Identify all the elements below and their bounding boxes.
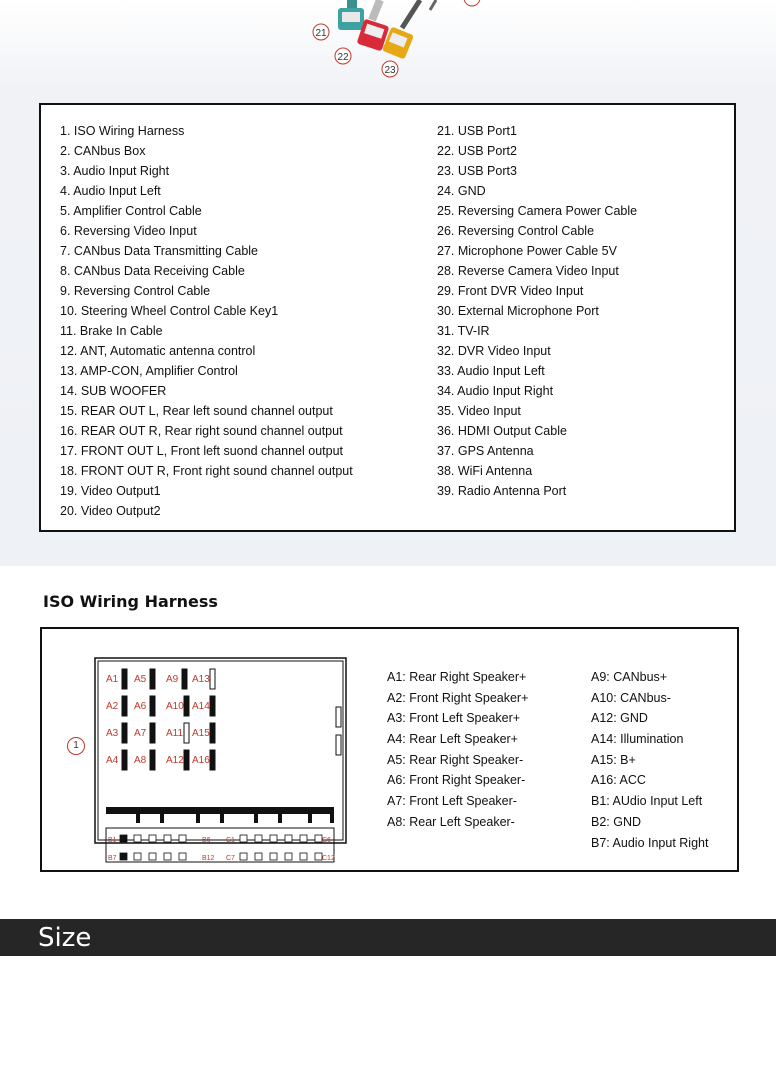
pin-socket — [164, 835, 171, 842]
pin-label: A13 — [192, 674, 210, 685]
pin-item: A5: Rear Right Speaker- — [387, 752, 524, 767]
pin-item: A10: CANbus- — [591, 690, 671, 705]
legend-item: 10. Steering Wheel Control Cable Key1 — [60, 304, 279, 318]
row-label: B7 — [108, 855, 117, 862]
pin-socket — [179, 853, 186, 860]
callout-21: 21 — [315, 28, 327, 39]
legend-item: 8. CANbus Data Receiving Cable — [60, 264, 245, 278]
legend-item: 20. Video Output2 — [60, 504, 161, 518]
pin-socket — [255, 853, 262, 860]
pin-socket — [179, 835, 186, 842]
legend-item: 9. Reversing Control Cable — [60, 284, 211, 298]
pin-item: A12: GND — [591, 711, 648, 726]
pin-socket — [240, 835, 247, 842]
pin-label: A10 — [166, 701, 184, 712]
divider-tick — [160, 814, 164, 823]
pin-item: A7: Front Left Speaker- — [387, 794, 517, 809]
pin-item: B2: GND — [591, 814, 642, 829]
legend-item: 4. Audio Input Left — [60, 184, 161, 198]
pin-list-a — [387, 667, 528, 833]
pin-slot — [122, 750, 127, 770]
pin-slot — [184, 723, 189, 743]
pin-slot — [150, 723, 155, 743]
legend-right-column — [437, 121, 637, 501]
pin-socket — [270, 835, 277, 842]
legend-item: 5. Amplifier Control Cable — [60, 204, 202, 218]
row-label: C7 — [226, 855, 235, 862]
pin-slot — [184, 750, 189, 770]
legend-item: 19. Video Output1 — [60, 484, 161, 498]
legend-item: 38. WiFi Antenna — [437, 464, 533, 478]
divider-tick — [220, 814, 224, 823]
legend-item: 16. REAR OUT R, Rear right sound channel output — [60, 424, 343, 438]
pin-item: A15: B+ — [591, 752, 636, 767]
pin-socket — [270, 853, 277, 860]
pin-slot — [122, 723, 127, 743]
legend-item: 26. Reversing Control Cable — [437, 224, 595, 238]
legend-item: 23. USB Port3 — [437, 164, 517, 178]
legend-item: 6. Reversing Video Input — [60, 224, 197, 238]
pin-socket — [120, 853, 127, 860]
pin-socket — [240, 853, 247, 860]
pin-label: A4 — [106, 755, 119, 766]
pin-item: A2: Front Right Speaker+ — [387, 690, 529, 705]
pin-label: A7 — [134, 728, 147, 739]
legend-item: 14. SUB WOOFER — [60, 384, 167, 398]
legend-item: 3. Audio Input Right — [60, 164, 170, 178]
pin-label: A5 — [134, 674, 147, 685]
pin-item: A14: Illumination — [591, 732, 684, 747]
legend-item: 22. USB Port2 — [437, 144, 517, 158]
pin-label: A3 — [106, 728, 119, 739]
legend-item: 17. FRONT OUT L, Front left suond channel output — [60, 444, 344, 458]
legend-item: 13. AMP-CON, Amplifier Control — [60, 364, 238, 378]
section-title-iso: ISO Wiring Harness — [43, 592, 218, 611]
legend-item: 7. CANbus Data Transmitting Cable — [60, 244, 259, 258]
legend-item: 25. Reversing Camera Power Cable — [437, 204, 638, 218]
legend-item: 28. Reverse Camera Video Input — [437, 264, 619, 278]
pin-label: A6 — [134, 701, 147, 712]
row-label: C12 — [322, 855, 335, 862]
pin-label: A1 — [106, 674, 119, 685]
legend-item: 1. ISO Wiring Harness — [60, 124, 185, 138]
legend-left-column — [60, 121, 353, 521]
pin-socket — [300, 853, 307, 860]
callout-22: 22 — [337, 52, 349, 63]
pin-item: A1: Rear Right Speaker+ — [387, 670, 527, 684]
row-label: B12 — [202, 855, 215, 862]
pin-socket — [255, 835, 262, 842]
callout-23: 23 — [384, 65, 396, 76]
divider-tick — [308, 814, 312, 823]
divider-tick — [196, 814, 200, 823]
pin-slot — [210, 723, 215, 743]
section-title-size: Size — [38, 923, 92, 953]
pin-socket — [149, 835, 156, 842]
legend-item: 24. GND — [437, 184, 486, 198]
legend-item: 32. DVR Video Input — [437, 344, 551, 358]
legend-item: 31. TV-IR — [437, 324, 490, 338]
divider-tick — [136, 814, 140, 823]
pin-socket — [300, 835, 307, 842]
row-label: B1 — [108, 837, 117, 844]
pin-item: A8: Rear Left Speaker- — [387, 814, 515, 829]
pin-slot — [150, 669, 155, 689]
pin-socket — [285, 835, 292, 842]
pin-item: B7: Audio Input Right — [591, 835, 709, 850]
row-label: C6 — [322, 837, 331, 844]
pin-socket — [149, 853, 156, 860]
pin-item: A6: Front Right Speaker- — [387, 773, 526, 788]
legend-item: 11. Brake In Cable — [60, 324, 163, 338]
pin-label: A2 — [106, 701, 119, 712]
pin-item: A9: CANbus+ — [591, 670, 668, 684]
pin-socket — [315, 835, 322, 842]
pin-item: A16: ACC — [591, 773, 646, 788]
pin-list-b — [591, 667, 708, 853]
legend-item: 27. Microphone Power Cable 5V — [437, 244, 617, 258]
divider-tick — [330, 814, 334, 823]
legend-item: 2. CANbus Box — [60, 144, 146, 158]
pin-label: A8 — [134, 755, 147, 766]
pin-socket — [164, 853, 171, 860]
pin-label: A11 — [166, 728, 184, 739]
iso-wiring-diagram — [40, 627, 739, 872]
pin-label: A14 — [192, 701, 210, 712]
pin-label: A9 — [166, 674, 179, 685]
iso-connector-diagram — [94, 657, 348, 862]
legend-item: 36. HDMI Output Cable — [437, 424, 567, 438]
legend-item: 39. Radio Antenna Port — [437, 484, 567, 498]
pin-slot — [150, 750, 155, 770]
pin-slot — [210, 696, 215, 716]
pin-slot — [210, 669, 215, 689]
pin-socket — [134, 835, 141, 842]
legend-item: 35. Video Input — [437, 404, 521, 418]
pin-socket — [134, 853, 141, 860]
legend-item: 33. Audio Input Left — [437, 364, 545, 378]
usb-cables-photo — [300, 0, 500, 90]
pin-socket — [285, 853, 292, 860]
divider-tick — [254, 814, 258, 823]
pin-label: A16 — [192, 755, 210, 766]
connector-callout: 1 — [67, 737, 85, 755]
row-label: C1 — [226, 837, 235, 844]
pin-item: B1: AUdio Input Left — [591, 794, 703, 809]
pin-slot — [184, 696, 189, 716]
pin-item: A3: Front Left Speaker+ — [387, 711, 521, 726]
pin-item: A4: Rear Left Speaker+ — [387, 732, 518, 747]
size-header-bar — [0, 919, 776, 956]
pin-slot — [150, 696, 155, 716]
pin-label: A15 — [192, 728, 210, 739]
legend-item: 30. External Microphone Port — [437, 304, 599, 318]
legend-item: 21. USB Port1 — [437, 124, 517, 138]
legend-item: 15. REAR OUT L, Rear left sound channel output — [60, 404, 333, 418]
pin-slot — [122, 669, 127, 689]
legend-item: 12. ANT, Automatic antenna control — [60, 344, 256, 358]
pin-slot — [122, 696, 127, 716]
row-label: B6 — [202, 837, 211, 844]
legend-item: 18. FRONT OUT R, Front right sound channel output — [60, 464, 353, 478]
legend-item: 37. GPS Antenna — [437, 444, 534, 458]
pin-slot — [182, 669, 187, 689]
pin-label: A12 — [166, 755, 184, 766]
divider-tick — [278, 814, 282, 823]
pin-slot — [210, 750, 215, 770]
component-legend — [39, 103, 736, 532]
legend-item: 29. Front DVR Video Input — [437, 284, 584, 298]
pin-socket — [315, 853, 322, 860]
pin-socket — [120, 835, 127, 842]
legend-item: 34. Audio Input Right — [437, 384, 554, 398]
